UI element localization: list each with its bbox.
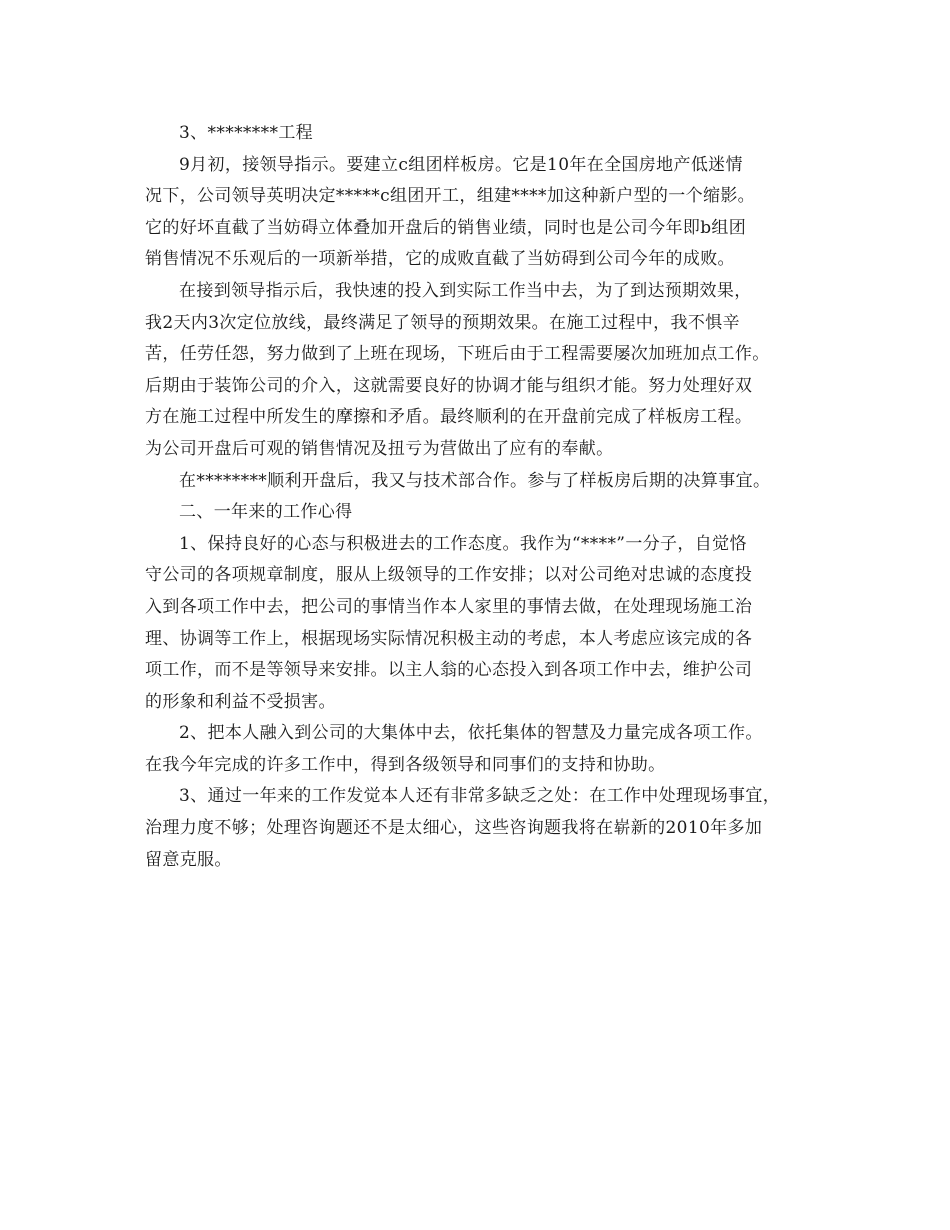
text-line: 在我今年完成的许多工作中，得到各级领导和同事们的支持和协助。 xyxy=(145,754,666,775)
text-line: 况下，公司领导英明决定*****c组团开工，组建****加这种新户型的一个缩影。 xyxy=(145,186,756,207)
text-line: 苦，任劳任怨，努力做到了上班在现场，下班后由于工程需要屡次加班加点工作。 xyxy=(145,344,770,365)
text-line: 在********顺利开盘后，我又与技术部合作。参与了样板房后期的决算事宜。 xyxy=(179,470,771,491)
document-body xyxy=(145,118,810,876)
text-line: 治理力度不够；处理咨询题还不是太细心，这些咨询题我将在崭新的2010年多加 xyxy=(145,818,763,839)
text-line: 9月初，接领导指示。要建立c组团样板房。它是10年在全国房地产低迷情 xyxy=(179,154,743,175)
text-line: 守公司的各项规章制度，服从上级领导的工作安排；以对公司绝对忠诚的态度投 xyxy=(145,565,753,586)
section-heading: 二、一年来的工作心得 xyxy=(179,502,353,523)
text-line: 1、保持良好的心态与积极进去的工作态度。我作为“****”一分子，自觉恪 xyxy=(179,533,747,554)
text-line: 2、把本人融入到公司的大集体中去，依托集体的智慧及力量完成各项工作。 xyxy=(179,723,763,744)
text-line: 3、通过一年来的工作发觉本人还有非常多缺乏之处：在工作中处理现场事宜， xyxy=(179,786,781,807)
text-line: 销售情况不乐观后的一项新举措，它的成败直截了当妨碍到公司今年的成败。 xyxy=(145,249,735,270)
text-line: 在接到领导指示后，我快速的投入到实际工作当中去，为了到达预期效果， xyxy=(179,280,752,301)
text-line: 后期由于装饰公司的介入，这就需要良好的协调才能与组织才能。努力处理好双 xyxy=(145,375,753,396)
text-line: 入到各项工作中去，把公司的事情当作本人家里的事情去做，在处理现场施工治 xyxy=(145,596,753,617)
text-line: 它的好坏直截了当妨碍立体叠加开盘后的销售业绩，同时也是公司今年即b组团 xyxy=(145,217,747,238)
text-line: 项工作，而不是等领导来安排。以主人翁的心态投入到各项工作中去，维护公司 xyxy=(145,660,753,681)
text-line: 为公司开盘后可观的销售情况及扭亏为营做出了应有的奉献。 xyxy=(145,438,614,459)
text-line: 方在施工过程中所发生的摩擦和矛盾。最终顺利的在开盘前完成了样板房工程。 xyxy=(145,407,753,428)
text-line: 理、协调等工作上，根据现场实际情况积极主动的考虑，本人考虑应该完成的各 xyxy=(145,628,753,649)
text-line: 的形象和利益不受损害。 xyxy=(145,691,336,712)
text-line: 3、********工程 xyxy=(179,123,314,143)
text-line: 留意克服。 xyxy=(145,849,232,870)
text-line: 我2天内3次定位放线，最终满足了领导的预期效果。在施工过程中，我不惧辛 xyxy=(145,312,740,333)
